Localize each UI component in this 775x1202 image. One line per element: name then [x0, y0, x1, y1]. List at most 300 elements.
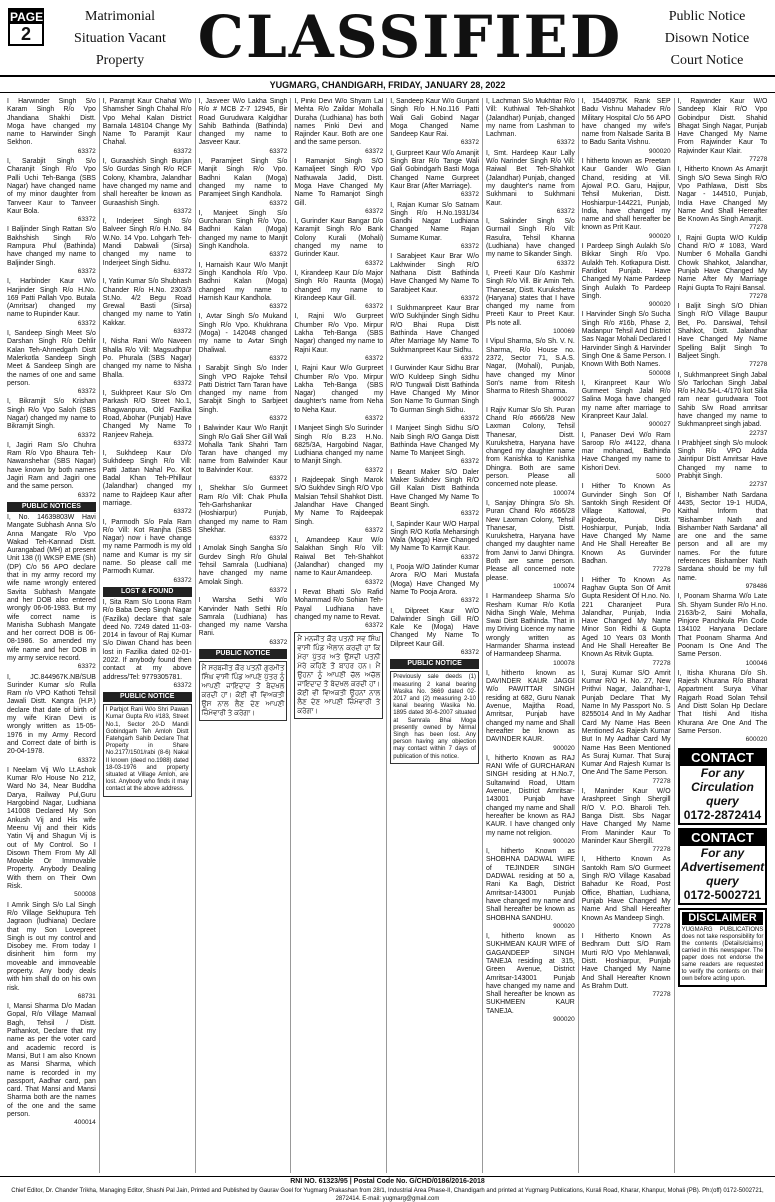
- page-word: PAGE: [10, 10, 44, 24]
- ad-text: I Gurwinder Kaur Sidhu Brar W/O Kuldeep Singh Sidhu R/O Tungwali Distt Bathinda Have Changed My Minor Son Name To Gurman Singh To Gurman Singh Sidhu.: [390, 365, 479, 414]
- classified-ad: [582, 577, 671, 668]
- ad-text: I, Guraashish Singh Burjan S/o Gurdas Singh R/o RCF Colony, Khambra, Jalandhar have changed my name and shall hereafter be known as Guraashish Singh.: [102, 158, 192, 207]
- ad-text: I, Sandeep Kaur W/o Gurjant Singh R/o H.No.116 Patti Wali Gali Gobind Nagar Moga Changed Name Sandeep Kaur Rai.: [390, 98, 479, 139]
- classified-ad: [486, 755, 575, 846]
- ad-text: I, Suraj Kumar S/O Amrit Kumar R/O H. No. 27, New Prithvi Nagar, Jalandhar-1, Punjab Declare That My Name In My Passport No. S 8255014 And In My Aadhar Card My Name Has Been Mentioned As Rajesh Kumar But In My Aadhar Card My Name Has Been Mentioned As Suraj Kumar. That Suraj Kumar And Rajesh Kumar Is One And The Same Person.: [581, 669, 671, 777]
- header-left-categories: [60, 6, 180, 72]
- ad-text: I, Sanjay Dhingra S/o Sh. Puran Chand R/o #666/28 New Laxman Colony, Tehsil Thanesar, Distt. Kurukshetra, Haryana have changed my daughter name from Janvi to Janvi Dhingra. Both are same person. Please all concerned note please.: [485, 499, 575, 582]
- ad-code: 77278: [652, 846, 671, 854]
- classified-ad: [678, 492, 768, 592]
- ad-code: 100078: [553, 659, 575, 667]
- ad-text: I, Pinki Devi W/o Shyam Lal Mehta R/o Zaildar Mohalla Duraha (Ludhiana) has both names Pinki Devi and Rajinder Kaur. Both are one and the same person.: [294, 98, 384, 147]
- classified-ad: [199, 158, 288, 208]
- classified-ad: [103, 98, 192, 156]
- classified-ad: [486, 848, 575, 931]
- ad-code: 100069: [553, 328, 575, 336]
- ad-code: 63372: [269, 303, 288, 311]
- classified-ad: [582, 670, 671, 786]
- notice-box: I Parbjot Rani W/o Shri Pawan Kumar Gupta R/o #183, Street No.1, Sector 20-D Mandi Gobindgarh Teh Amloh Distt Fatehgarh Sahib Declare That Property in Share No.2177/1501/rabi (8-6) Nakal II known (deed no.1988) dated 18-03-1976 and property situated at Village Amloh, are lost. Anybody who finds it may contact at the above address.: [103, 704, 192, 796]
- classified-ad: [486, 593, 575, 668]
- ad-code: 5000: [656, 473, 671, 481]
- ad-code: 63372: [460, 354, 479, 362]
- classified-columns: [4, 98, 771, 1173]
- classified-ad: [103, 599, 192, 690]
- classified-ad: [678, 166, 768, 232]
- ad-code: 63372: [460, 553, 479, 561]
- ad-code: 100074: [553, 582, 575, 590]
- ad-text: I Pardeep Singh Aulakh S/o Bikkar Singh R/o Vpo. Aulakh Teh. Kotkapura Distt. Faridkot Punjab. Have Changed My Name Pardeep Singh Aulakh To Pardeep Singh.: [581, 243, 671, 300]
- classified-ad: [678, 670, 768, 745]
- ad-code: 63372: [365, 622, 384, 630]
- ad-code: 500008: [648, 369, 671, 377]
- classified-ad: [486, 150, 575, 216]
- classified-ad: [486, 500, 575, 591]
- ad-text: I, Pooja W/O Jatinder Kumar Arora R/O Mari Mustafa (Moga) Have Changed My Name To Pooja Arora.: [390, 564, 479, 596]
- ad-text: I Sukhmanpreet Kaur Brar W/O Sukhjinder Singh Sidhu R/O Bhai Rupa Distt Bathinda Have Changed After Marriage My Name To Sukhmanpreet Kaur Sidhu.: [390, 305, 479, 354]
- ad-text: I, No. 14639803W Havi Mangate Subhash Anna S/o Anna Mangate R/o Vpo Wakad Teh-Kannad Distt. Aurangabad (MH) at present Unit 138 (I) WKSP EME (Sh) (DP) C/o 56 APO declare that in my army record my wife name wrongly entered Savita Subhash Mangate and her DOB also entered wrongly 06-06-1983. But my wife correct name is Manisha Subhash Mangate and her correct DOB is 06-08-1986. So amended my wife name and her DOB in my army service record.: [7, 513, 96, 662]
- ad-text: I, Jasveer W/o Lakha Singh R/o # MCB Z-7 12945, Bir Road Gurudwara Kalgidhar Sahib Bathinda (Bathinda) changed my name to Jasveer Kaur.: [198, 98, 288, 147]
- ad-text: I Rajiv Kumar S/o Sh. Puran Chand R/o #666/28 New Laxman Colony, Tehsil Thanesar, Distt. Kurukshetra, Haryana have changed my daughter name from Kanishka to Kanishka Dhingra. Both are same person. Please all concerned note please.: [485, 406, 575, 489]
- ad-code: 63372: [460, 597, 479, 605]
- ad-text: I Hitherto Known As Bedhram Dutt S/O Ram Murti R/O Vpo Mehlanwali, Distt. Hoshiarpur, Punjab Have Changed My Name And Shall Hereafter Known As Brahm Dutt.: [581, 933, 671, 990]
- classified-ad: [103, 450, 192, 516]
- contact-title: CONTACT: [680, 830, 766, 846]
- ad-code: 63372: [556, 139, 575, 147]
- disclaimer-text: YUGMARG PUBLICATIONS does not take responsibility for the contents (Details/claims) carried in this newspaper. The paper does not endorse the same readers are requested to verify the contents on their own before acting upon.: [681, 926, 764, 982]
- ad-text: I, Sakinder Singh S/o Gurmail Singh R/o Vill: Rasulra, Tehsil Khanna (Ludhiana) have changed my name to Sikander Singh.: [485, 218, 575, 259]
- column-3: [196, 98, 292, 1173]
- ad-code: 100074: [553, 489, 575, 497]
- classified-ad: [103, 278, 192, 336]
- ad-text: I, Harbinder Kaur W/o Harjinder Singh R/o H.No. 169 Patti Pallah Vpo. Butala (Amritsar) changed my name to Rupinder Kaur.: [7, 278, 96, 319]
- ad-text: I, Bikramjit S/o Krishan Singh R/o Vpo Saloh (SBS Nagar) changed my name to Bikramjit Singh.: [7, 398, 96, 431]
- ad-text: I, Itisha Khurana D/o Sh. Rajesh Khurana R/o Bharat Appartment Surya Vihar Rajgarh Road Solan Tehsil And Distt Solan Hp Declare That Itishi And Itisha Khurana Are One And The Same Person.: [677, 669, 768, 735]
- page-number: 2: [20, 24, 31, 44]
- ad-text: I, Manjeet Singh S/o Gurcharan Singh R/o Vpo. Badhni Kalan (Moga) changed my name to Manjit Singh Kandhola.: [198, 209, 288, 251]
- classified-ad: [199, 210, 288, 260]
- ad-text: I, Harnaish Kaur W/o Manjit Singh Kandhola R/o Vpo. Badhni Kalan (Moga) changed my name to Harnish Kaur Kandhola.: [198, 261, 288, 302]
- classified-ad: [294, 313, 383, 363]
- classified-ad: [582, 158, 671, 241]
- classified-ad: [582, 432, 671, 482]
- ad-code: 63372: [460, 510, 479, 518]
- section-heading: PUBLIC NOTICE: [390, 659, 479, 669]
- classified-ad: [199, 597, 288, 647]
- ad-text: I, Shekhar S/o Gurmeet Ram R/o Vill: Chak Phulla Teh-Garhshankar (Hoshiarpur) Punjab, changed my name to Ram Shekhar.: [198, 485, 288, 534]
- contact-phone: 0172-2872414: [683, 807, 762, 822]
- ad-code: 63372: [365, 147, 384, 155]
- ad-code: 63372: [365, 303, 384, 311]
- ad-text: I Hither To Known As Raghav Gupta Son Of Amit Gupta Resident Of H.no. No. 221 Charanjeet Pura Jalandhar, Punjab, India Have Changed My Name Minor Son Ridhi & Gupta Aged 10 Years 03 Month And He Shall Hereafter Be Known As Ritvik Gupta.: [581, 576, 671, 659]
- column-4: [291, 98, 387, 1173]
- ad-text: I, hitherto known as DAVINDER KAUR JAGGI W/o PAWITTAR SINGH residing at 682, Guru Nanak Avenue, Majitha Road, Amritsar, Punjab have changed my name and Shall hereafter be known as DAVINDER KAUR.: [485, 669, 575, 744]
- ad-text: I Sarabjit Singh S/o Inder Singh VPO Rajoke Tehsil Patti District Tarn Taran have changed my name from Sarabjit Singh to Sarbjeet Singh.: [198, 365, 288, 414]
- ad-code: 63372: [460, 414, 479, 422]
- ad-code: 63372: [365, 526, 384, 534]
- column-7: [579, 98, 675, 1173]
- classified-ad: [390, 425, 479, 466]
- ad-text: I Prabhjeet singh S/o mulook Singh R/o VPO Adda Jaintipur Distt Amritsar Have Changed my name to Prabhjit Singh.: [677, 439, 768, 481]
- classified-ad: [7, 902, 96, 1002]
- ad-code: 900020: [553, 744, 575, 752]
- ad-code: 63372: [77, 147, 96, 155]
- ad-code: 63372: [556, 207, 575, 215]
- classified-ad: [199, 485, 288, 543]
- ad-text: I, Rajni Gupta W/O Kuldip Chand R/O # 1083, Ward Number 6 Mohalla Gandhi Chowk Shahkot, Jalandhar, Punjab Have Changed My Name After My Marriage Rajni Gupta To Rajni Bansal.: [677, 234, 768, 292]
- section-heading: PUBLIC NOTICE: [103, 692, 192, 702]
- ad-code: 63372: [365, 578, 384, 586]
- classified-ad: [582, 380, 671, 430]
- footer-rni: RNI NO. 61323/95 | Postal Code No. G/CHD/0186/2016-2018: [290, 1178, 485, 1185]
- ad-text: I Vipul Sharma, S/o Sh. V. N. Sharma, R/o House no. 2372, Sector 71, S.A.S. Nagar, (Mohali), Punjab, have changed my Minor Son's name from Ritesh Sharma to Ritesh Sharma.: [485, 338, 575, 396]
- ad-code: 900020: [553, 922, 575, 930]
- classified-ad: [103, 519, 192, 585]
- ad-text: I, Hitherto Known As Amarjit Singh S/O Sewa Singh R/O Vpo Pathlawa, Distt Sbs Nagar - 144510, Punjab, India Have Changed My Name And Shall Hereafter Be Known As Singh Amarjit.: [677, 166, 768, 224]
- contact-box: [678, 748, 768, 825]
- classified-ad: [7, 767, 96, 900]
- ad-code: 63372: [77, 431, 96, 439]
- ad-code: 900020: [648, 232, 671, 240]
- classified-ad: [582, 311, 671, 377]
- ad-code: 63372: [173, 328, 192, 336]
- ad-text: I, Parmodh S/o Pala Ram R/o Vill: Kot Ranjha (SBS Nagar) now i have change my name Parmodh is my old name and Kumar is my sir name. So please call me Parmodh Kumar.: [102, 518, 192, 576]
- ad-text: I, Hitherto Known As Santokh Ram S/O Gurmeet Singh R/O Village Kasabad Bahadur Ke Road, Post Office, Bhattian, Ludhiana, Punjab Have Changed My Name And Shall Hereafter Known As Mandeep Singh.: [581, 856, 671, 922]
- ad-code: 77278: [749, 156, 768, 164]
- classified-ad: [7, 1003, 96, 1127]
- ad-text: I Revat Bhatti S/o Rafid Mohammad R/o Sohian Teh-Payal Ludhiana have changed my name to Revat.: [294, 588, 384, 621]
- ad-code: 63372: [269, 535, 288, 543]
- ad-code: 63372: [173, 576, 192, 584]
- ad-code: 900020: [553, 837, 575, 845]
- ad-code: 63372: [173, 379, 192, 387]
- classified-ad: [199, 545, 288, 595]
- ad-code: 63372: [173, 439, 192, 447]
- classified-ad: [294, 477, 383, 535]
- notice-box: ਮੈਂ ਮਨਜੀਤ ਕੌਰ ਪਤਨੀ ਸਵ ਸਿੰਘ ਵਾਸੀ ਪਿੰਡ ਐਲਾਨ ਕਰਦੀ ਹਾਂ ਕਿ ਮੇਰਾ ਪੁੱਤਰ ਅਤੇ ਉਸਦੀ ਪਤਨੀ ਮੇਰੇ ਕਹਿਣੇ ਤੋਂ ਬਾਹਰ ਹਨ। ਮੈਂ ਉਹਨਾਂ ਨੂੰ ਆਪਣੀ ਚੱਲ ਅਚੱਲ ਜਾਇਦਾਦ ਤੋਂ ਬੇਦਖਲ ਕਰਦੀ ਹਾਂ। ਕੋਈ ਵੀ ਵਿਅਕਤੀ ਉਹਨਾਂ ਨਾਲ ਲੈਣ ਦੇਣ ਆਪਣੀ ਜ਼ਿੰਮੇਵਾਰੀ ਤੇ ਕਰੇਗਾ।: [294, 632, 383, 719]
- classified-ad: [199, 313, 288, 363]
- contact-subtitle: For any Circulation query: [691, 765, 754, 808]
- dateline: YUGMARG, CHANDIGARH, FRIDAY, JANUARY 28, 2022: [0, 75, 775, 93]
- category-situation-vacant: Situation Vacant: [74, 31, 166, 46]
- classified-ad: [390, 469, 479, 519]
- ad-code: 400014: [74, 1119, 96, 1127]
- section-heading: PUBLIC NOTICE: [199, 649, 288, 659]
- ad-code: 63372: [269, 475, 288, 483]
- page-label: [8, 8, 44, 46]
- ad-code: 22737: [749, 429, 768, 437]
- column-6: [483, 98, 579, 1173]
- footer: [0, 1176, 775, 1202]
- ad-text: I, Paramjit Kaur Chahal W/o Shamsher Singh Chahal R/o Vpo Mehal Kalan District Barnala 148104 Change My Name To Paramjit Kaur Chahal.: [102, 98, 192, 147]
- ad-code: 63372: [269, 414, 288, 422]
- ad-code: 500008: [74, 891, 96, 899]
- classified-ad: [294, 537, 383, 587]
- classified-ad: [486, 670, 575, 753]
- ad-code: 900027: [648, 421, 671, 429]
- ad-text: I hitherto known as Preetam Kaur Gander W/o Gian Chand, residing at Vill. Ajowal P.O. Garu, Hajipur, Tehsil Mukerian, Distt. Hoshiarpur-144221, Punjab, India, have changed my name and shall hereafter be known as Prit Kaur.: [581, 158, 671, 232]
- ad-code: 63372: [365, 354, 384, 362]
- ad-code: 63372: [365, 259, 384, 267]
- ad-text: I, Maninder Kaur W/O Arashpreet Singh Shergill R/O V. P.O. Bharoli Teh. Banga Distt. Sbs Nagar Have Changed My Name From Maninder Kaur To Maninder Kaur Shergill.: [581, 788, 671, 845]
- ad-text: I, JC.844967K.NB/SUB Surinder Kumar s/o Rulla Ram r/o VPO Kathoti Tehsil Jawali Distt. Kangra (H.P.) declare that date of birth of my wife Kiran Devi is wrongly written as 15-05-1976 in my Army Record and Correct date of birth is 20-04-1978.: [7, 673, 96, 756]
- ad-code: 900020: [648, 301, 671, 309]
- category-court-notice: Court Notice: [670, 53, 744, 68]
- ad-text: I Baljit Singh S/O Dhian Singh R/O Village Baupur Bet, Po. Dansiwal, Tehsil Shahkot, Distt. Jalandhar Have Changed My Name Spelling Baljit Singh To Baljeet Singh.: [677, 303, 768, 360]
- classified-ad: [294, 98, 383, 156]
- ad-code: 63372: [460, 649, 479, 656]
- classified-ad: [7, 674, 96, 765]
- classified-ad: [390, 98, 479, 148]
- footer-imprint: Chief Editor, Dr. Chander Trikha, Managing Editor, Shashi Pal Jain, Printed and Published by Gaurav Goel for Yugmarg Prakashan from 28/1, Industrial Area Phase-II, Chandigarh and printed at Yugmarg Publications, Kurali Road, Kharar, Khanpur, Mohali (PB). Ph:(off) 0172-5002721, 2872414. E-mail: yugmarg@gmail.com: [11, 1188, 764, 1202]
- ad-text: I Beant Maker S/O Daler Maker Sukhdev Singh R/O Gill Kalan Distt Bathinda Have Changed My Name To Beant Singh.: [390, 468, 479, 509]
- classified-ad: [294, 589, 383, 630]
- ad-text: I, Kirandeep Kaur D/o Major Singh R/o Raunta (Moga) changed my name to Kirandeep Kaur Gill.: [294, 269, 384, 302]
- ad-text: I, Kiranpreet Kaur W/o Gurmeet Singh Jalal R/o Salina Moga have changed my name after marriage to Kiranpreet Kaur Jalal.: [581, 379, 671, 420]
- ad-code: 63372: [77, 756, 96, 764]
- ad-code: 77278: [652, 922, 671, 930]
- ad-text: I, Sarabjit Singh S/o Charanjit Singh R/o Vpo Palli Uchi Teh-Banga (SBS Nagar) have changed name of my minor daughter from Tanveer Kaur to Tanveer Kaur Bola.: [7, 158, 96, 215]
- ad-code: 63372: [460, 458, 479, 466]
- classified-ad: [390, 365, 479, 423]
- ad-code: 63372: [77, 216, 96, 224]
- disclaimer-box: [678, 908, 768, 987]
- classified-ad: [199, 425, 288, 483]
- ad-code: 77278: [749, 361, 768, 369]
- classified-ad: [390, 608, 479, 658]
- classified-ad: [582, 98, 671, 156]
- ad-code: 22737: [749, 481, 768, 489]
- classified-ad: [199, 262, 288, 312]
- ad-text: I Harmandeep Sharma S/o Resham Kumar R/o Kotla Nidha Singh Wale, Mehma Swai Distt Bathinda. That in my Driving Licence my name wrongly written as Harmander Sharma instead of Harmandeep Sharma.: [485, 593, 575, 659]
- ad-text: I Rajdeepak Singh Marok S/O Sukhdev Singh R/O Vpo Malsian Tehsil Shahkot Distt. Jalandhar Have Changed My Name To Rajdeepak Singh.: [294, 477, 384, 526]
- classified-ad: [294, 218, 383, 268]
- contact-phone: 0172-5002721: [683, 887, 762, 902]
- ad-code: 63372: [269, 199, 288, 207]
- ad-text: I, Sita Ram S/o Loona Ram R/o Baba Deep Singh Nagar (Fazilka) declare that sale deed No. 7249 dated 11-03-2014 in favour of Raj Kumar S/o Diwan Chand has been lost in Fazilka dated 02-01-2022. If anybody found then contact at my above address/Tel: 9779305781.: [102, 598, 192, 681]
- ad-text: I Manjeet Singh S/o Surinder Singh R/o B.23 H.No. 6825/3A, Hargobind Nagar, Ludhiana changed my name to Manjit Singh.: [294, 425, 384, 466]
- ad-code: 77278: [749, 292, 768, 300]
- classified-ad: [7, 442, 96, 500]
- ad-code: 77278: [652, 777, 671, 785]
- ad-code: 77278: [652, 991, 671, 999]
- ad-text: I, Paramjeet Singh S/o Manjit Singh R/o Vpo. Badhni Kalan (Moga) changed my name to Paramjeet Singh Kandhola.: [198, 158, 288, 199]
- classified-ad: [103, 390, 192, 448]
- ad-code: 77278: [749, 224, 768, 232]
- ad-text: I Ramanjot Singh S/O Kamaljeet Singh R/O Vpo Nathuwala Jadid, Distt. Moga Have Changed My Name To Ramanjot Singh Gill.: [294, 158, 384, 207]
- ad-text: I, Lachman S/o Mukhtiar R/o Vill: Kuthiwal Teh-Shahkot (Jalandhar) Punjab, changed my name from Lashman to Lachman.: [485, 98, 575, 139]
- ad-code: 63372: [365, 466, 384, 474]
- ad-code: 63372: [556, 259, 575, 267]
- classified-ad: [678, 372, 768, 438]
- classified-ad: [582, 856, 671, 931]
- classified-ad: [390, 202, 479, 252]
- ad-code: 63372: [77, 267, 96, 275]
- contact-subtitle: For any Advertisement query: [680, 845, 765, 888]
- ad-code: 63372: [460, 191, 479, 199]
- header-right-categories: [647, 6, 767, 72]
- contact-box: [678, 828, 768, 905]
- ad-code: 900027: [553, 396, 575, 404]
- ad-text: I, Gurinder Kaur Bangar D/o Karamjit Singh R/o Bank Colony Kurali (Mohali) changed my name to Gurinder Kaur.: [294, 218, 384, 259]
- disclaimer-title: DISCLAIMER: [682, 912, 764, 925]
- classified-ad: [582, 933, 671, 999]
- ad-text: I Sarabjeet Kaur Brar W/o Lakhwinder Singh R/O Nathana Distt Bathinda Have Changed My Name To Sarabjeet Kaur.: [390, 253, 479, 294]
- ad-code: 63372: [77, 663, 96, 671]
- ad-code: 63372: [173, 508, 192, 516]
- ad-text: I Amrik Singh S/o Lal Singh R/o Village Sekhupura Teh Jagraon (ludhiana) Declare that my Son Lovepreet Singh is out my control and Disobey me. From today I disinherit him form my moveable and immoveable property. Any body deals with him shall do on his own risk.: [7, 901, 96, 992]
- classified-ad: [103, 218, 192, 276]
- column-1: [4, 98, 100, 1173]
- classified-ad: [582, 483, 671, 574]
- classified-ad: [7, 158, 96, 224]
- classified-ad: [486, 338, 575, 404]
- ad-text: I, Rajwinder Kaur W/O Sandeep Klair R/O Vpo Gobindpur Distt. Shahid Bhagat Singh Nagar, Punjab Have Changed My Name From Rajwinder Kaur To Rajwinder Kaur Klair.: [677, 98, 768, 155]
- classified-ad: [486, 218, 575, 268]
- classified-ad: [103, 158, 192, 216]
- ad-code: 100046: [745, 659, 768, 667]
- section-heading: LOST & FOUND: [103, 587, 192, 597]
- ad-text: I Harvinder Singh S/o Sucha Singh R/o #16b, Phase 2, Madanpur Tehsil And District Sas Nagar Mohali Declared I Harvinder Singh & Harvinder Singh One & Same Person. I Known With Both Names.: [581, 311, 671, 369]
- classified-ad: [7, 278, 96, 328]
- classified-ad: [678, 98, 768, 164]
- ad-text: I, Smt. Hardeep Kaur Lally W/o Narinder Singh R/o Vill: Raiwal Bet Teh-Shahkot (Jalandhar) Punjab, changed my daughter's name from Sukhmani to Sukhmani Kaur.: [485, 149, 575, 207]
- classified-ad: [486, 98, 575, 148]
- notice-box: ਮੈਂ ਸਰਬਜੀਤ ਕੌਰ ਪਤਨੀ ਗੁਰਮੀਤ ਸਿੰਘ ਵਾਸੀ ਪਿੰਡ ਆਪਣੇ ਪੁੱਤਰ ਨੂੰ ਆਪਣੀ ਜਾਇਦਾਦ ਤੋਂ ਬੇਦਖਲ ਕਰਦੀ ਹਾਂ। ਕੋਈ ਵੀ ਵਿਅਕਤੀ ਉਸ ਨਾਲ ਲੈਣ ਦੇਣ ਆਪਣੀ ਜ਼ਿੰਮੇਵਾਰੀ ਤੇ ਕਰੇਗਾ।: [199, 661, 288, 721]
- classified-ad: [199, 365, 288, 423]
- classified-ad: [294, 425, 383, 475]
- ad-text: I Manjeet Singh Sidhu S/O Naib Singh R/O Ganga Distt Bathinda Have Changed My Name To Manjeet Singh.: [390, 425, 479, 458]
- ad-text: I Hither To Known As Gurvinder Singh Son Of Santokh Singh Resident Of Village Kattowal, Po Pajjodeota, Distt. Hoshiarpur, Punjab, India Have Changed My Name And He Shall Hereafter Be Known As Gurvinder Badhan.: [581, 483, 671, 566]
- ad-text: I Warsha Sethi W/o Karvinder Nath Sethi R/o Samrala (Ludhiana) has changed my name Varsha Rani.: [198, 597, 288, 638]
- classified-ad: [390, 253, 479, 303]
- classified-ad: [678, 593, 768, 668]
- ad-code: 900020: [648, 147, 671, 155]
- contact-title: CONTACT: [680, 750, 766, 766]
- ad-text: I Neelam Vij W/o Lt.Ashok Kumar R/o House No 212, Ward No 34, Near Buddha Darya, Railway Pul,Guru Hargobind Nagar, Ludhiana 141008 Declared My Son Ankush Vij and His wife Meenu Vij and their Kids Yatin Vij and Shagun Vij is out of My Control. So I Disown Them From My All Movable Or Immovable Property. Anybody Dealing With them on Their Own Risk.: [7, 766, 96, 891]
- ad-text: I, Sukhpreet Kaur S/o Om Parkash R/O Street No.1, Bhagwanpura, Old Fazilka Road, Abohar (Punjab) Have Changed My Name To Ranjeev Raheja.: [102, 390, 192, 439]
- classified-ad: [294, 158, 383, 216]
- ad-code: 77278: [652, 659, 671, 667]
- classified-ad: [294, 270, 383, 311]
- ad-code: 63372: [173, 147, 192, 155]
- classified-ad: [199, 98, 288, 156]
- category-matrimonial: Matrimonial: [85, 9, 155, 24]
- ad-text: I, Jagiri Ram S/o Chuhra Ram R/o Vpo Bhaura Teh-Nawanshehar (SBS Nagar) have known by both names Jagiri Ram and Jagiri one and the same person.: [7, 441, 96, 491]
- ad-code: 63372: [269, 354, 288, 362]
- ad-code: 900020: [553, 1016, 575, 1024]
- ad-text: I Baljinder Singh Rattan S/o Bakhshish Singh R/o Rampura Phul (Bathinda) have changed my name to Baljinder Singh.: [7, 226, 96, 267]
- ad-text: I, Rajni W/o Gurpreet Chumber R/o Vpo. Mirpur Lakha Teh-Banga (SBS Nagar) changed my name to Rajni Kaur.: [294, 313, 384, 354]
- classified-ad: [390, 521, 479, 562]
- category-disown-notice: Disown Notice: [664, 31, 750, 46]
- ad-code: 978486: [745, 582, 768, 590]
- classified-ad: [7, 398, 96, 439]
- ad-text: I, Poonam Sharma W/o Late Sh. Shyam Sunder R/o H.no. 2163/b-2, Saini Mohalla, Pinjore Panchkula Pin Code 134102 Haryana Declare That Poonam Sharma And Poonam Is One And The Same Person.: [677, 593, 768, 659]
- ad-text: I, Sapinder Kaur W/O Harpal Singh R/O Kotla Meharsingh Wala (Moga) Have Changed My Name To Karmjit Kaur.: [390, 520, 479, 553]
- classified-ad: [7, 226, 96, 276]
- ad-code: 63372: [77, 319, 96, 327]
- ad-code: 63372: [365, 207, 384, 215]
- category-property: Property: [95, 53, 145, 68]
- ad-text: I, Preeti Kaur D/o Kashmir Singh R/o Vill. Bir Amin Teh. Thanesar, Distt. Kurukshetra (Haryana) states that I have changed my name from Preeti Kaur to Preet Kaur. Pls note all.: [485, 269, 575, 327]
- ad-code: 63372: [460, 294, 479, 302]
- ad-text: I, Rajan Kumar S/o Satnam Singh R/o H.No.1931/34 Gandhi Nagar Ludhiana Changed Name Rajan Surname Kumar.: [390, 201, 479, 242]
- ad-text: I, Nisha Rani W/o Naveen Bhalla R/o Vill: Magsudhpur Po. Phurala (SBS Nagar) changed my name to Nisha Bhalla.: [102, 338, 192, 379]
- classified-ad: [103, 338, 192, 388]
- classified-ad: [390, 150, 479, 200]
- ad-text: I, Yatin Kumar S/o Shubhash Chander R/o H.No. 2303/3 St.No. 4/2 Begu Road Grewal Basti (Sirsa) changed my name to Yatin Kakkar.: [102, 278, 192, 327]
- masthead-title: CLASSIFIED: [197, 3, 623, 71]
- ad-code: 63372: [173, 681, 192, 689]
- classified-ad: [7, 330, 96, 396]
- ad-text: I, Bishamber Nath Sardana 4435, Sector 19-1 HUDA, Kaithal Inform that "Bishamber Nath and Bishamber Nath Sardana" all are one and the same person and all are my names. For the future references Bishamber Nath Sardana should be my full name.: [677, 491, 768, 582]
- ad-text: I, Mansi Sharma D/o Madan Gopal, R/o Village Manwal Bagh, Tehsil / Distt. Pathankot, Declare that my name as per the voter card and academic record is Mansi, But I am also Known as Mansi Sharma, which name is recorded in my passport, Aadhar card, pan card. That Mansi and Mansi Sharma both are the names of the one and the same person.: [7, 1003, 96, 1119]
- ad-code: 63372: [269, 586, 288, 594]
- notice-box: Previously sale deeds (1) measuring 2 kanal bearing Wasika No. 3669 dated 02-2017 and (2) measuring 2-10 kanal bearing Wasika No. 1895 dated 30-6-2007 situated at Samrala Bhai Moga presently owned by Nirmal Singh has been lost. Any person having any objection may contact within 7 days of publication of this notice.: [390, 671, 479, 763]
- classified-ad: [486, 933, 575, 1024]
- ad-code: 63372: [173, 267, 192, 275]
- column-2: [100, 98, 196, 1173]
- ad-text: I, Sukhmanpreet Singh Jabal S/o Tarlochan Singh Jabal R/o H.No.54-L-4/170 kot Silia ram near gurudwara Toot Sahib S/w Road amritsar have changed my name to Sukhmanpreet singh jabad.: [677, 371, 768, 429]
- column-8: [675, 98, 771, 1173]
- classified-ad: [486, 270, 575, 336]
- ad-text: I, Amandeep Kaur W/o Salakhan Singh R/o Vill: Raiwal Bet Teh-Shahkot (Jalandhar) changed my name to Kaur Amandeep.: [294, 537, 384, 578]
- classified-ad: [582, 243, 671, 309]
- ad-text: I, Rajni Kaur W/o Gurpreet Chumber R/o Vpo. Mirpur Lakha Teh-Banga (SBS Nagar) changed my daughter's name from Neha to Neha Kaur.: [294, 365, 384, 414]
- ad-code: 63372: [460, 243, 479, 251]
- ad-code: 63372: [77, 388, 96, 396]
- ad-text: I, Dilpreet Kaur W/O Dalwinder Singh Gill R/O Kale Ke (Moga) Have Changed My Name To Dilpreet Kaur Gill.: [390, 607, 479, 648]
- classified-ad: [582, 788, 671, 854]
- ad-code: 63372: [365, 414, 384, 422]
- classified-ad: [678, 235, 768, 301]
- classified-ad: [390, 305, 479, 363]
- ad-code: 63372: [269, 638, 288, 646]
- ad-text: I Amolak Singh Sangha S/o Gurdev Singh R/o Ghulal Tehsil Samrala (Ludhiana) have changed my name Amolak Singh.: [198, 545, 288, 586]
- classified-ad: [390, 564, 479, 605]
- classified-ad: [294, 365, 383, 423]
- classified-ad: [7, 514, 96, 672]
- category-public-notice: Public Notice: [668, 9, 746, 24]
- ad-code: 63372: [269, 147, 288, 155]
- ad-text: I, hitherto Known as SHOBHNA DADWAL WIFE of TEJINDER SINGH DADWAL residing at 50 a, Rani Ka Bagh, District Amritsar-143001 Punjab have changed my name and Shall hereafter be known as SHOBHNA SANDHU.: [485, 848, 575, 922]
- ad-text: I, Gurpreet Kaur W/o Amanjit Singh Brar R/o Tange Wali Gali Gobindgarh Basti Moga Changed Name Gurpreet Kaur Brar (After Marriage).: [390, 149, 479, 190]
- classified-ad: [7, 98, 96, 156]
- ad-text: I, Panaser Devi W/o Ram Saroop R/o #4122, dhana mar mohanad, Bathinda Have Changed my name to Kishori Devi.: [581, 431, 671, 472]
- ad-text: I Harwinder Singh S/o Karam Singh R/o Vpo Jhandiana Shakhi Distt. Moga have changed my name to Harwinder Singh Sekhon.: [7, 98, 96, 147]
- ad-text: I, Sandeep Singh Meet S/o Darshan Singh R/o Dehlir Kalan Teh-Ahmedgarh Distt Malerkotla Sandeep Singh Meet & Sandeep Singh are the names of one and same person.: [7, 330, 96, 387]
- ad-code: 63372: [173, 207, 192, 215]
- ad-code: 77278: [652, 566, 671, 574]
- ad-code: 63372: [269, 251, 288, 259]
- section-heading: PUBLIC NOTICES: [7, 502, 96, 512]
- column-5: [387, 98, 483, 1173]
- ad-code: 63372: [77, 491, 96, 499]
- classified-ad: [678, 440, 768, 490]
- ad-text: I, hitherto known as SUKHMEAN KAUR WIFE of GAGANDEEP SINGH TANEJA residing at 315, Green Avenue, District Amritsar-143001 Punjab have changed my name and Shall hereafter be known as SUKHMEEN KAUR TANEJA.: [485, 933, 575, 1015]
- ad-code: 63372: [460, 139, 479, 147]
- ad-code: 600020: [745, 736, 768, 744]
- ad-text: I, Sukhdeep Kaur D/o Sukhdeep Singh R/o Vill: Patti Jattan Nahal Po. Kot Badal Khan Teh-Phillaur (Jalandhar) changed my name to Rajdeep Kaur after marriage.: [102, 450, 192, 507]
- ad-text: I, hitherto Known as RAJ RANI Wife of GURCHARAN SINGH residing at H.No.7, Sultanwind Road, Uttam Avenue, District Amritsar-143001 Punjab have changed my name and Shall hereafter be known as RAJ KAUR. I have changed only my name not religion.: [485, 754, 575, 837]
- ad-code: 68731: [77, 992, 96, 1000]
- ad-text: I, 15440975K Rank SEP Badu Vishnu Mahadev R/o Military Hospital C/o 56 APO have changed my wife's name from Nalsade Sarita B to Badu Sarita Vishnu.: [581, 98, 671, 147]
- ad-text: I Balwinder Kaur W/o Ranjit Singh R/o Gali Sher Gill Wali Mohalla Tank Shahri Tarn Taran have changed my name from Balwinder Kaur to Balvinder Kour.: [198, 425, 288, 474]
- ad-text: I, Inderjeet Singh S/o Balveer Singh R/o H.No. 84 W.No. 14 Vpo. Lohgarh Teh-Mandi Dabwali (Sirsa) changed my name to Inderjeet Singh Sidhu.: [102, 218, 192, 267]
- classified-ad: [486, 407, 575, 498]
- ad-text: I, Avtar Singh S/o Mukand Singh R/o Vpo. Khukhrana (Moga) - 142048 changed my name to Avtar Singh Dhaliwal.: [198, 313, 288, 354]
- classified-ad: [678, 303, 768, 369]
